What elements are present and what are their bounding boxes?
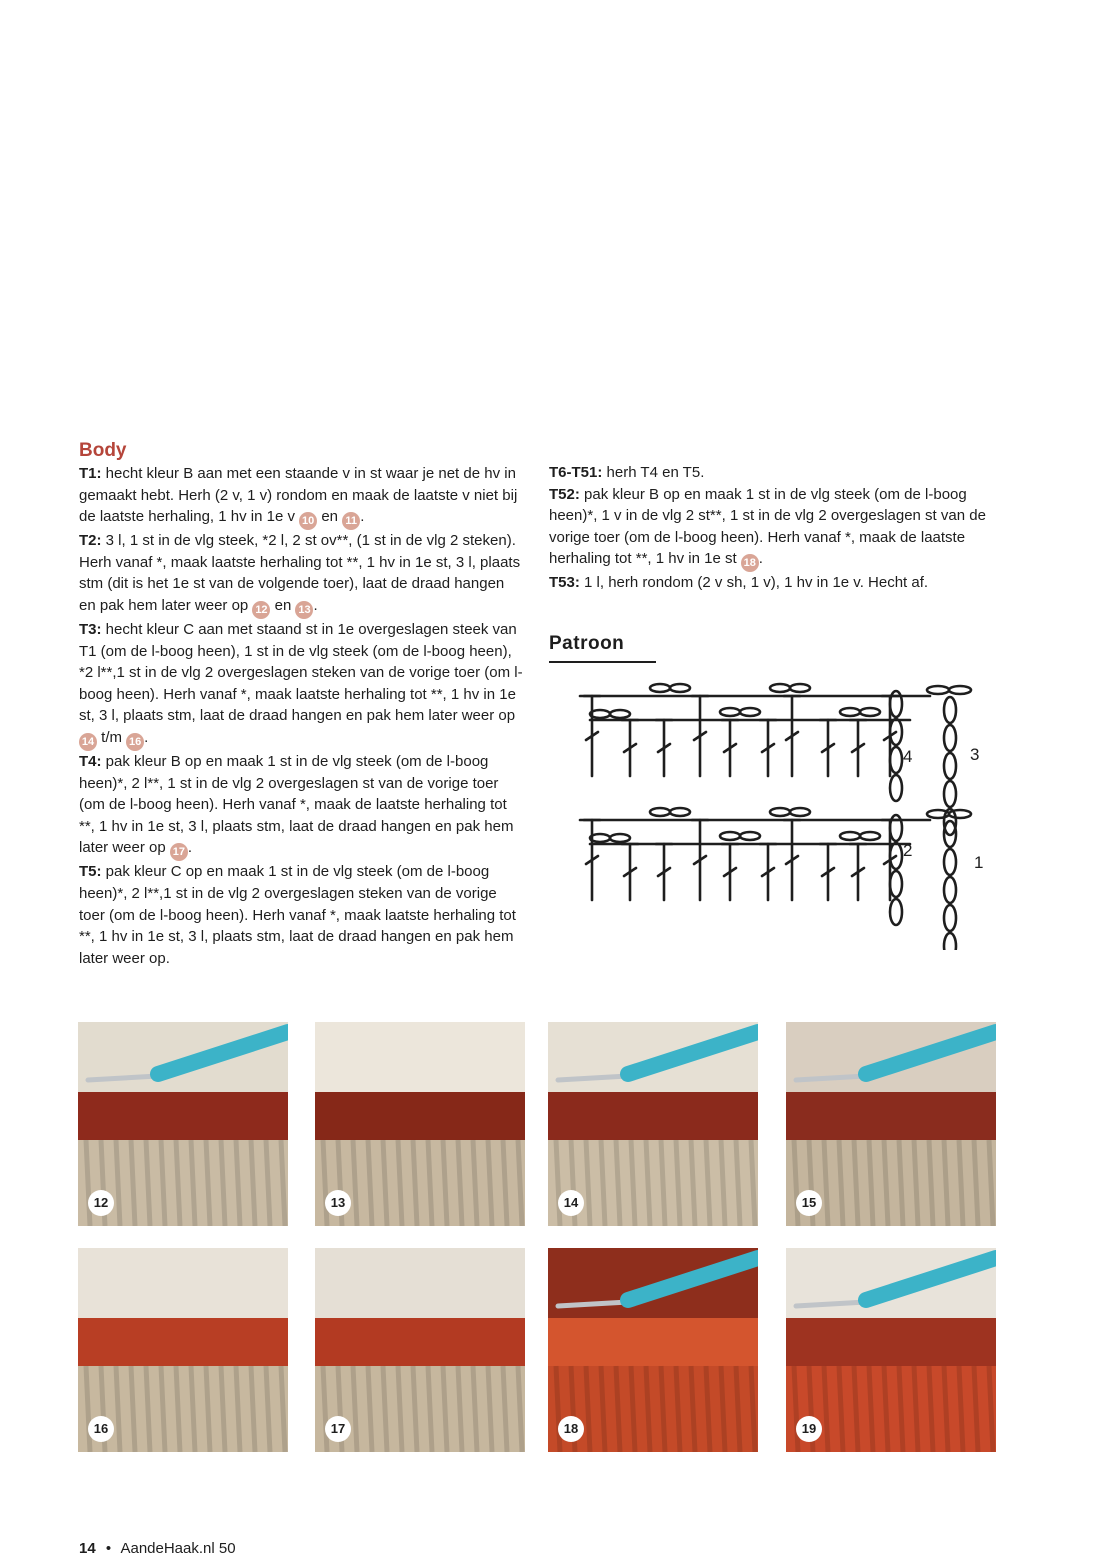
crochet-band: [78, 1092, 288, 1144]
step-photo: [315, 1248, 525, 1452]
row-text: .: [187, 839, 193, 857]
chart-chain: [860, 708, 880, 716]
row-label: T52:: [549, 485, 580, 503]
row-text: .: [360, 508, 365, 526]
photo-number-badge: 13: [325, 1190, 351, 1216]
chart-chain-vertical: [890, 775, 902, 801]
step-photo: [78, 1022, 288, 1226]
body-column-right: [549, 462, 997, 594]
crochet-band: [786, 1092, 996, 1144]
step-photo: [548, 1248, 758, 1452]
instruction-row: [79, 619, 525, 751]
chart-chain: [840, 708, 860, 716]
row-label: T3:: [79, 620, 102, 638]
photo-number-badge: 12: [88, 1190, 114, 1216]
instruction-row: [549, 462, 997, 484]
instruction-row: [79, 861, 525, 969]
section-title-body: Body: [79, 440, 127, 461]
step-photo-ref: 10: [299, 512, 317, 530]
body-column-left: [79, 440, 525, 969]
row-text: .: [144, 728, 149, 746]
row-text: .: [758, 550, 763, 568]
row-text: pak kleur B op en maak 1 st in de vlg steek (om de l-boog heen)*, 2 l**, 1 st in de vlg 2 overgeslagen st van de vorige toer (om de l-boog heen). Herh vanaf *, maak de laatste herhaling tot **, 1 hv in 1e st, 3 l, plaats stm, laat de draad hangen en pak hem later weer op: [79, 752, 514, 857]
chart-chain: [770, 684, 790, 692]
row-text: pak kleur B op en maak 1 st in de vlg steek (om de l-boog heen)*, 1 v in de vlg 2 st**, 1 st in de vlg 2 overgeslagen st van de vorige toer (om de l-boog heen). Herh vanaf *, maak de laatste herhaling tot **, 1 hv in 1e st: [549, 485, 986, 568]
crochet-band: [315, 1318, 525, 1370]
row-label: T2:: [79, 532, 102, 550]
step-photo: [548, 1022, 758, 1226]
instructions-right: [549, 462, 997, 594]
chart-chain: [650, 808, 670, 816]
step-photo-ref: 17: [170, 843, 188, 861]
step-photo-ref: 13: [295, 601, 313, 619]
crochet-band: [78, 1318, 288, 1370]
chart-chain: [790, 684, 810, 692]
chart-chain: [949, 810, 971, 818]
chart-chain: [927, 686, 949, 694]
chart-chain-vertical: [944, 725, 956, 751]
row-number-3: 3: [970, 745, 980, 764]
row-text: en: [270, 596, 296, 614]
crochet-band: [548, 1318, 758, 1370]
row-label: T1:: [79, 465, 102, 482]
row-text: herh T4 en T5.: [602, 464, 705, 481]
chart-chain: [790, 808, 810, 816]
instruction-row: [79, 751, 525, 861]
row-text: en: [317, 508, 343, 526]
section-title-patroon: Patroon: [549, 633, 625, 654]
chart-chain-vertical: [944, 849, 956, 875]
chart-chain-vertical: [944, 781, 956, 807]
instruction-row: [549, 484, 997, 573]
chart-chain-vertical: [944, 905, 956, 931]
chart-chain: [740, 708, 760, 716]
step-photo-ref: 14: [79, 733, 97, 751]
footer-separator: •: [105, 1540, 112, 1557]
instructions-left: [79, 463, 525, 969]
photo-number-badge: 15: [796, 1190, 822, 1216]
publication-name: AandeHaak.nl 50: [120, 1540, 236, 1557]
chart-chain: [949, 686, 971, 694]
chart-chain-vertical: [944, 697, 956, 723]
row-text: t/m: [97, 728, 127, 746]
row-text: .: [313, 596, 318, 614]
row-number-4: 4: [903, 747, 913, 766]
crochet-band: [315, 1092, 525, 1144]
patroon-underline: [549, 661, 656, 663]
chart-chain: [650, 684, 670, 692]
chart-chain: [840, 832, 860, 840]
chart-chain: [720, 708, 740, 716]
instruction-row: [549, 572, 997, 594]
page-footer: [79, 1540, 236, 1558]
row-label: T4:: [79, 752, 102, 770]
chart-chain: [740, 832, 760, 840]
photo-number-badge: 16: [88, 1416, 114, 1442]
step-photo-ref: 16: [126, 733, 144, 751]
chart-chain-vertical: [890, 899, 902, 925]
instruction-row: [79, 463, 525, 530]
row-label: T5:: [79, 863, 102, 881]
step-photo: [315, 1022, 525, 1226]
step-photo: [78, 1248, 288, 1452]
step-photo: [786, 1248, 996, 1452]
step-photo-ref: 18: [741, 554, 759, 572]
crochet-band: [786, 1318, 996, 1370]
chart-chain: [610, 710, 630, 718]
chart-chain-vertical: [944, 933, 956, 950]
chart-chain-vertical: [944, 877, 956, 903]
chart-chain: [720, 832, 740, 840]
row-text: hecht kleur C aan met staand st in 1e overgeslagen steek van T1 (om de l-boog heen), 1 st in de vlg steek (om de l-boog heen), *2 l**,1 st in de vlg 2 overgeslagen steken van de vorige toer (om l- boog heen). Herh vanaf *, maak laatste herhaling tot **, 1 hv in 1e st, 3 l, plaats stm, laat de draad hangen en pak hem later weer op: [79, 620, 523, 725]
photo-number-badge: 14: [558, 1190, 584, 1216]
chart-chain-vertical: [944, 753, 956, 779]
row-number-2: 2: [903, 841, 913, 860]
row-text: 1 l, herh rondom (2 v sh, 1 v), 1 hv in 1e v. Hecht af.: [579, 574, 929, 592]
chart-chain-vertical: [890, 747, 902, 773]
page-number: 14: [79, 1540, 96, 1557]
row-label: T6-T51:: [549, 464, 603, 481]
step-photo-ref: 12: [252, 601, 270, 619]
row-text: hecht kleur B aan met een staande v in st waar je net de hv in gemaakt hebt. Herh (2 v, 1 v) rondom en maak de laatste v niet bij de laatste herhaling, 1 hv in 1e v: [79, 465, 518, 526]
photo-number-badge: 17: [325, 1416, 351, 1442]
chart-chain: [670, 808, 690, 816]
chart-chain: [670, 684, 690, 692]
step-photo: [786, 1022, 996, 1226]
chart-chain: [610, 834, 630, 842]
row-number-1: 1: [974, 853, 984, 872]
photo-number-badge: 18: [558, 1416, 584, 1442]
row-text: 3 l, 1 st in de vlg steek, *2 l, 2 st ov**, (1 st in de vlg 2 steken). Herh vanaf *, maak laatste herhaling tot **, 1 hv in 1e st, 3 l, plaats stm (dit is het 1e st van de volgende toer), laat de draad hangen en pak hem later weer op: [79, 532, 521, 614]
row-text: pak kleur C op en maak 1 st in de vlg steek (om de l-boog heen)*, 2 l**,1 st in de vlg 2 overgeslagen steken van de vorige toer (om de l-boog heen). Herh vanaf *, maak laatste herhaling tot **, 1 hv in 1e st, 3 l, plaats stm, laat de draad hangen en pak hem later weer op.: [79, 863, 516, 967]
step-photo-ref: 11: [342, 512, 360, 530]
crochet-band: [548, 1092, 758, 1144]
chart-chain: [860, 832, 880, 840]
photo-number-badge: 19: [796, 1416, 822, 1442]
chart-chain: [770, 808, 790, 816]
instruction-row: [79, 530, 525, 619]
row-label: T53:: [549, 574, 580, 592]
crochet-chart: [560, 680, 1000, 950]
chart-chain-vertical: [890, 871, 902, 897]
